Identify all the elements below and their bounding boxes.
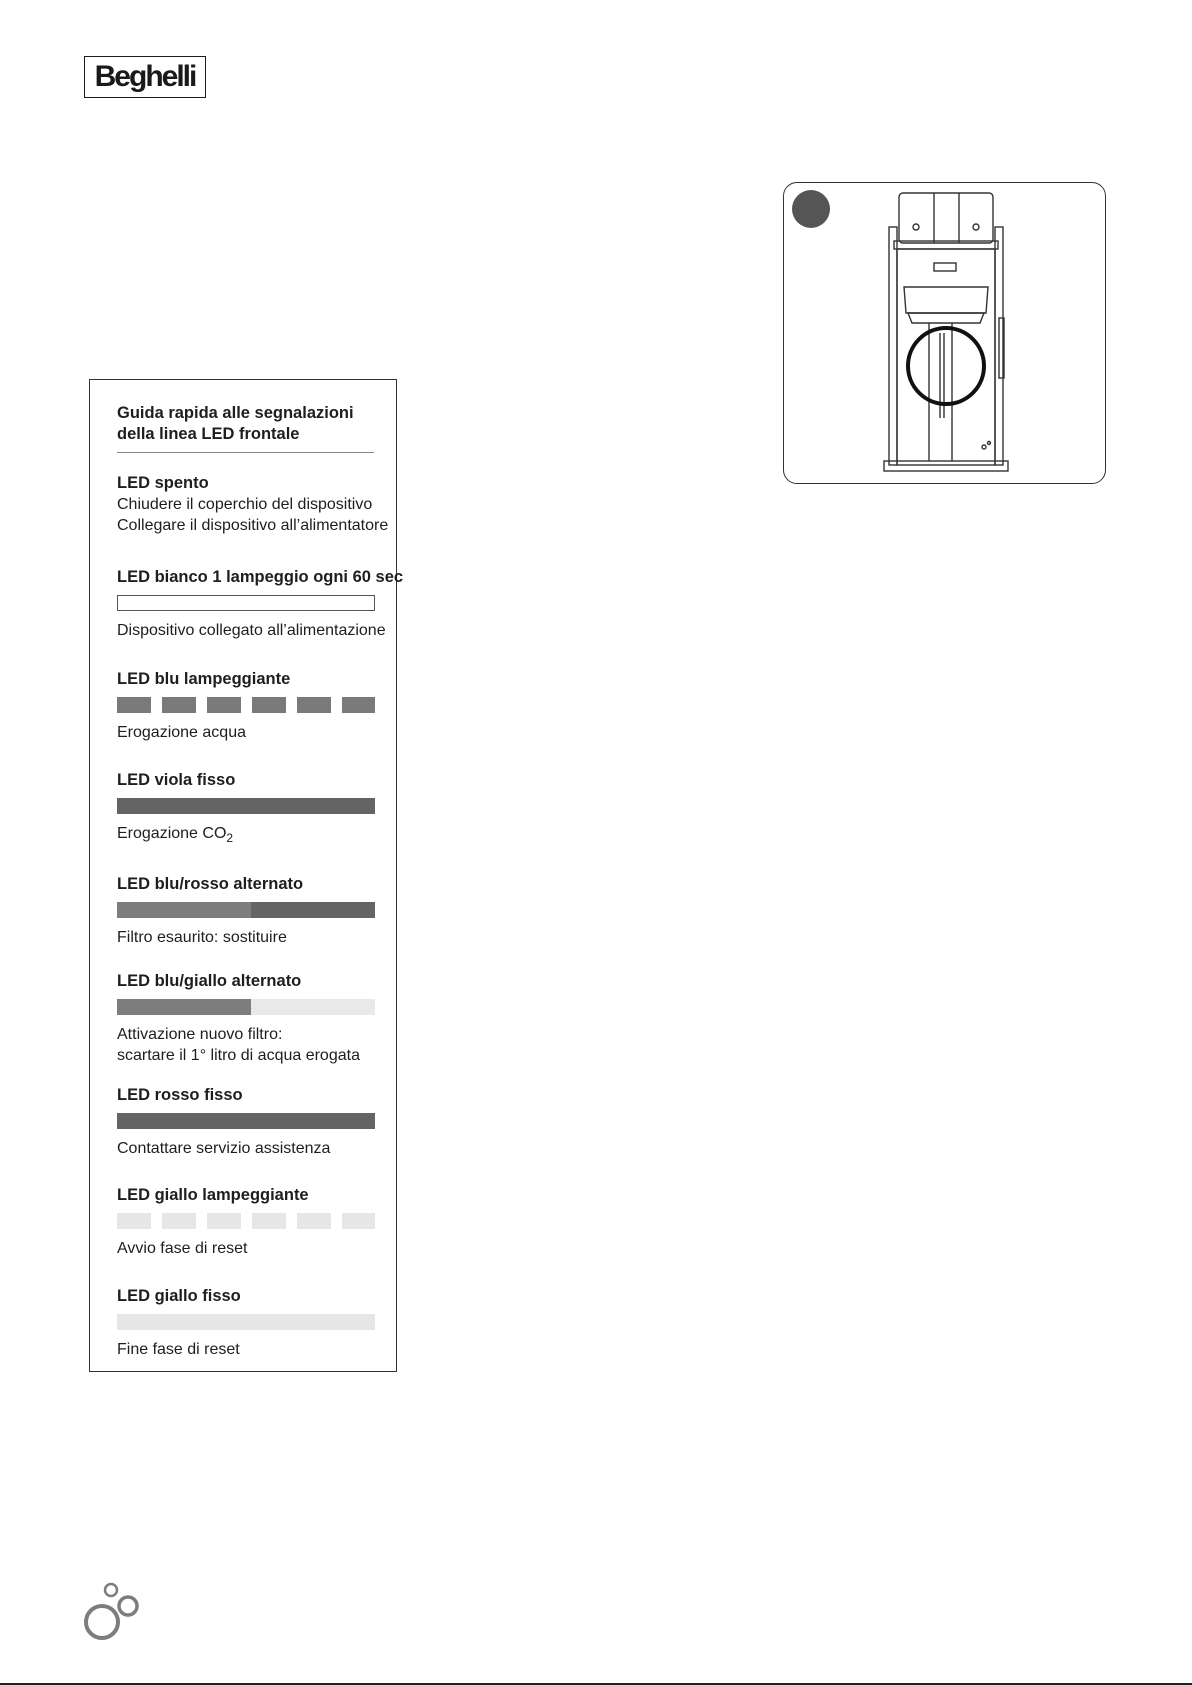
section-title: LED giallo fisso xyxy=(117,1287,241,1305)
led-bar-blue-blinking xyxy=(117,697,375,713)
section-title: LED giallo lampeggiante xyxy=(117,1186,309,1204)
section-text: Chiudere il coperchio del dispositivo xyxy=(117,496,373,513)
led-bar-blue-yellow xyxy=(117,999,375,1015)
led-bar-white xyxy=(117,595,375,611)
subscript: 2 xyxy=(226,831,234,846)
highlight-circle-icon xyxy=(908,328,984,404)
section-led-white xyxy=(117,567,404,641)
logo-text: Beghelli xyxy=(94,60,196,93)
section-text: scartare il 1° litro di acqua erogata xyxy=(117,1047,360,1064)
section-led-blue-red xyxy=(117,874,375,948)
section-title: LED blu lampeggiante xyxy=(117,670,291,688)
section-led-yellow xyxy=(117,1286,375,1360)
section-text: Attivazione nuovo filtro: xyxy=(117,1026,283,1043)
brand-logo xyxy=(84,56,206,98)
section-title: LED spento xyxy=(117,474,209,492)
section-text: Dispositivo collegato all’alimentazione xyxy=(117,622,386,639)
led-quick-guide xyxy=(89,379,404,1372)
section-text: Avvio fase di reset xyxy=(117,1240,248,1257)
section-led-yellow-blinking xyxy=(117,1185,375,1259)
section-led-off xyxy=(117,473,389,536)
led-bar-violet xyxy=(117,798,375,814)
section-led-blue-yellow xyxy=(117,971,375,1066)
section-led-red xyxy=(117,1085,375,1159)
device-illustration xyxy=(784,183,1106,484)
section-text: Erogazione $CO_2$ xyxy=(117,825,234,846)
section-title: LED rosso fisso xyxy=(117,1086,243,1104)
led-bar-red xyxy=(117,1113,375,1129)
section-text: Erogazione acqua xyxy=(117,724,246,741)
led-bar-yellow xyxy=(117,1314,375,1330)
section-title: LED bianco 1 lampeggio ogni 60 sec xyxy=(117,568,404,586)
section-text: Filtro esaurito: sostituire xyxy=(117,929,287,946)
device-figure xyxy=(783,182,1106,484)
section-title: LED viola fisso xyxy=(117,771,236,789)
guide-title: Guida rapida alle segnalazioni della linea LED frontale xyxy=(117,403,374,453)
led-bar-yellow-blinking xyxy=(117,1213,375,1229)
section-led-violet xyxy=(117,770,375,849)
section-title: LED blu/giallo alternato xyxy=(117,972,302,990)
bubbles-icon xyxy=(82,1580,144,1642)
led-bar-blue-red xyxy=(117,902,375,918)
section-text: Contattare servizio assistenza xyxy=(117,1140,331,1157)
section-led-blue-blinking xyxy=(117,669,375,743)
section-text: Fine fase di reset xyxy=(117,1341,240,1358)
section-title: LED blu/rosso alternato xyxy=(117,875,304,893)
section-text: Collegare il dispositivo all’alimentatore xyxy=(117,517,389,534)
